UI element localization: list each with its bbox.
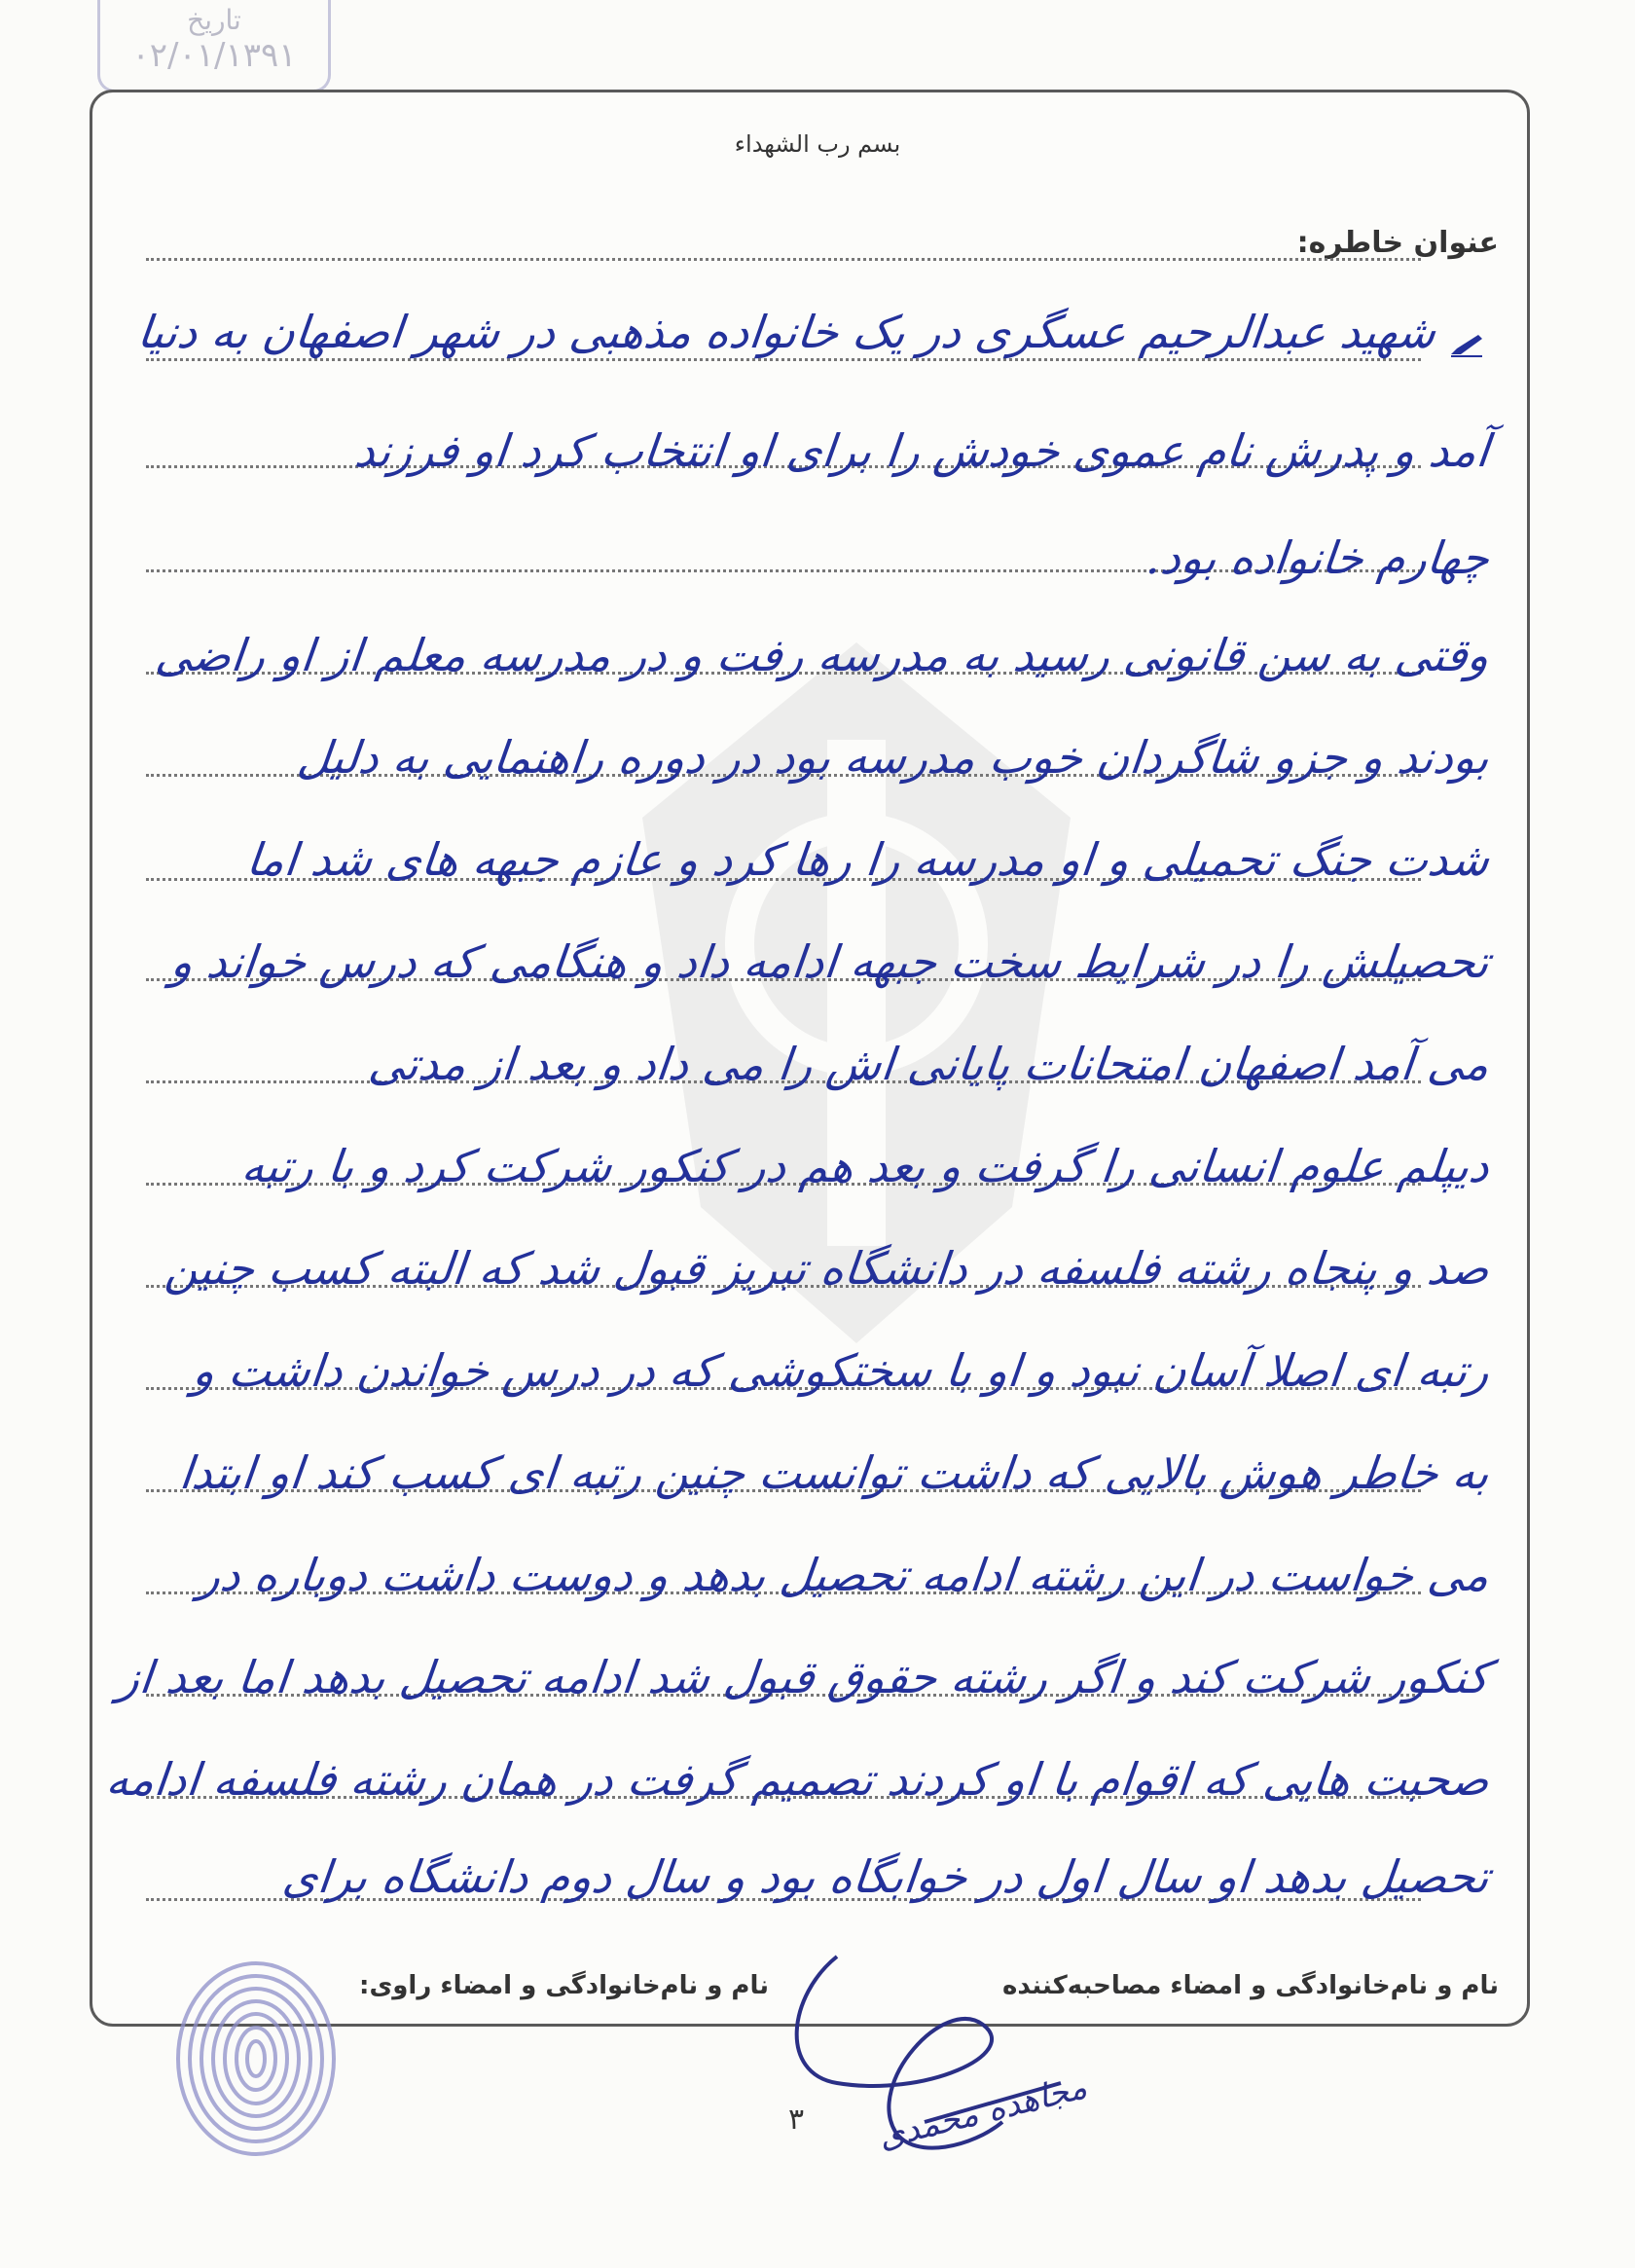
handwritten-line: شدت جنگ تحمیلی و او مدرسه را رها کرد و عازم جبهه های شد اما [243, 833, 1492, 886]
interviewer-signature-label: نام و نام‌خانوادگی و امضاء مصاحبه‌کننده [1002, 1971, 1499, 2000]
handwritten-line: تحصیل بدهد او سال اول در خوابگاه بود و سال دوم دانشگاه برای [279, 1850, 1492, 1903]
date-stamp [97, 0, 331, 92]
handwritten-line: دیپلم علوم انسانی را گرفت و بعد هم در کنکور شرکت کرد و با رتبه [238, 1140, 1492, 1192]
narrator-signature-label: نام و نام‌خانوادگی و امضاء راوی: [359, 1971, 769, 2000]
date-stamp-value: ۰۲/۰۱/۱۳۹۱ [131, 36, 297, 75]
ruled-line [146, 258, 1421, 261]
handwritten-line: به خاطر هوش بالایی که داشت توانست چنین رتبه ای کسب کند او ابتدا [176, 1446, 1492, 1499]
handwritten-line: شهید عبدالرحیم عسگری در یک خانواده مذهبی در شهر اصفهان به دنیا [134, 306, 1438, 358]
page-number: ۳ [788, 2103, 805, 2137]
handwritten-line: می آمد اصفهان امتحانات پایانی اش را می داد و بعد از مدتی [366, 1038, 1492, 1090]
handwritten-line: رتبه ای اصلا آسان نبود و او با سختکوشی که در درس خواندن داشت و [190, 1344, 1492, 1397]
pen-icon [1449, 331, 1484, 358]
handwritten-line: تحصیلش را در شرایط سخت جبهه ادامه داد و هنگامی که درس خواند و [168, 935, 1492, 988]
memoir-title-label: عنوان خاطره: [1296, 226, 1499, 260]
handwritten-line: بودند و جزو شاگردان خوب مدرسه بود در دوره راهنمایی به دلیل [295, 731, 1492, 784]
handwritten-line: صد و پنجاه رشته فلسفه در دانشگاه تبریز قبول شد که البته کسب چنین [163, 1242, 1492, 1295]
date-stamp-label: تاریخ [187, 4, 241, 36]
bismillah-header: بسم رب الشهداء [734, 130, 901, 158]
handwritten-line: می خواست در این رشته ادامه تحصیل بدهد و دوست داشت دوباره در [196, 1549, 1492, 1601]
ruled-line [146, 358, 1421, 361]
signature-name: مجاهده محمدی [874, 2067, 1091, 2157]
handwritten-line: چهارم خانواده بود. [1144, 531, 1492, 584]
fingerprint-icon [170, 1957, 341, 2161]
handwritten-line: آمد و پدرش نام عموی خودش را برای او انتخاب کرد او فرزند [351, 424, 1492, 477]
handwritten-line: کنکور شرکت کند و اگر رشته حقوق قبول شد ادامه تحصیل بدهد اما بعد از [115, 1651, 1492, 1703]
handwritten-line: وقتی به سن قانونی رسید به مدرسه رفت و در مدرسه معلم از او راضی [153, 629, 1492, 681]
handwritten-line: صحبت هایی که اقوام با او کردند تصمیم گرفت در همان رشته فلسفه ادامه [103, 1753, 1492, 1806]
